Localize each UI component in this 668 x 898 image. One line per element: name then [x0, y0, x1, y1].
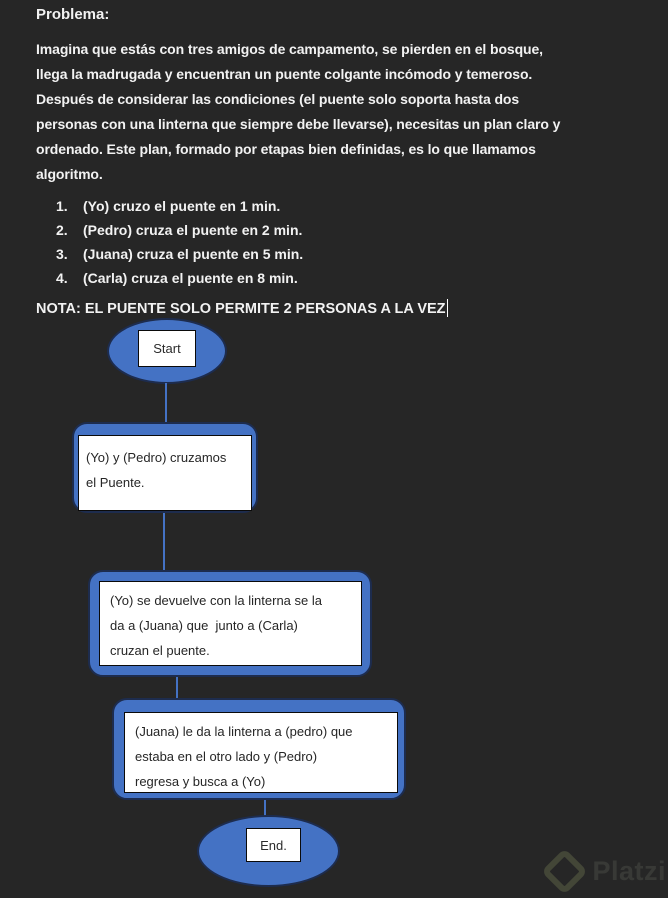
end-label-text: End.: [260, 837, 287, 853]
text-line: estaba en el otro lado y (Pedro): [135, 749, 318, 764]
text-line: (Yo) y (Pedro) cruzamos: [86, 450, 227, 465]
text-cursor: [447, 299, 449, 317]
paragraph-line: algoritmo.: [36, 166, 103, 182]
numbered-list: [56, 194, 646, 290]
problem-paragraph: [36, 37, 646, 187]
text-line: da a (Juana) que junto a (Carla): [110, 618, 298, 633]
flowchart-connector[interactable]: [264, 800, 266, 816]
platzi-watermark: [548, 855, 666, 888]
paragraph-line: personas con una linterna que siempre debe llevarse), necesitas un plan claro y: [36, 116, 561, 132]
paragraph-line: Después de considerar las condiciones (el puente solo soporta hasta dos: [36, 91, 520, 107]
flowchart-step-3[interactable]: [112, 698, 406, 800]
list-item-text: (Juana) cruza el puente en 5 min.: [83, 246, 304, 262]
flowchart-start-label[interactable]: [138, 330, 196, 367]
platzi-logo-icon: [542, 848, 589, 895]
list-item-number: 3.: [56, 246, 68, 262]
flowchart-step-1[interactable]: [72, 422, 258, 513]
paragraph-line: Imagina que estás con tres amigos de campamento, se pierden en el bosque,: [36, 41, 543, 57]
list-item: [56, 194, 646, 218]
paragraph-line: llega la madrugada y encuentran un puente colgante incómodo y temeroso.: [36, 66, 533, 82]
list-item-number: 2.: [56, 222, 68, 238]
flowchart-step-1-text: [78, 435, 252, 511]
note-line: [36, 299, 646, 319]
text-line: (Juana) le da la linterna a (pedro) que: [135, 724, 353, 739]
platzi-wordmark: Platzi: [592, 856, 666, 886]
flowchart-connector[interactable]: [165, 383, 167, 425]
flowchart-end-label[interactable]: [246, 828, 301, 862]
list-item: [56, 266, 646, 290]
list-item: [56, 242, 646, 266]
flowchart-step-2-text: [99, 581, 362, 666]
list-item-number: 4.: [56, 270, 68, 286]
start-label-text: Start: [153, 341, 181, 356]
flowchart-step-3-text: [124, 712, 398, 793]
list-item-text: (Yo) cruzo el puente en 1 min.: [83, 198, 281, 214]
text-line: el Puente.: [86, 475, 145, 490]
flowchart-connector[interactable]: [176, 677, 178, 698]
text-line: cruzan el puente.: [110, 643, 210, 658]
flowchart-step-2[interactable]: [88, 570, 372, 677]
text-line: regresa y busca a (Yo): [135, 774, 266, 789]
text-line: (Yo) se devuelve con la linterna se la: [110, 593, 322, 608]
page-title: Problema:: [36, 6, 110, 23]
list-item-text: (Pedro) cruza el puente en 2 min.: [83, 222, 303, 238]
paragraph-line: ordenado. Este plan, formado por etapas bien definidas, es lo que llamamos: [36, 141, 536, 157]
list-item-text: (Carla) cruza el puente en 8 min.: [83, 270, 298, 286]
flowchart-connector[interactable]: [163, 513, 165, 570]
problem-text-block: [36, 5, 646, 319]
list-item-number: 1.: [56, 198, 68, 214]
note-text: NOTA: EL PUENTE SOLO PERMITE 2 PERSONAS A LA VEZ: [36, 301, 446, 317]
list-item: [56, 218, 646, 242]
